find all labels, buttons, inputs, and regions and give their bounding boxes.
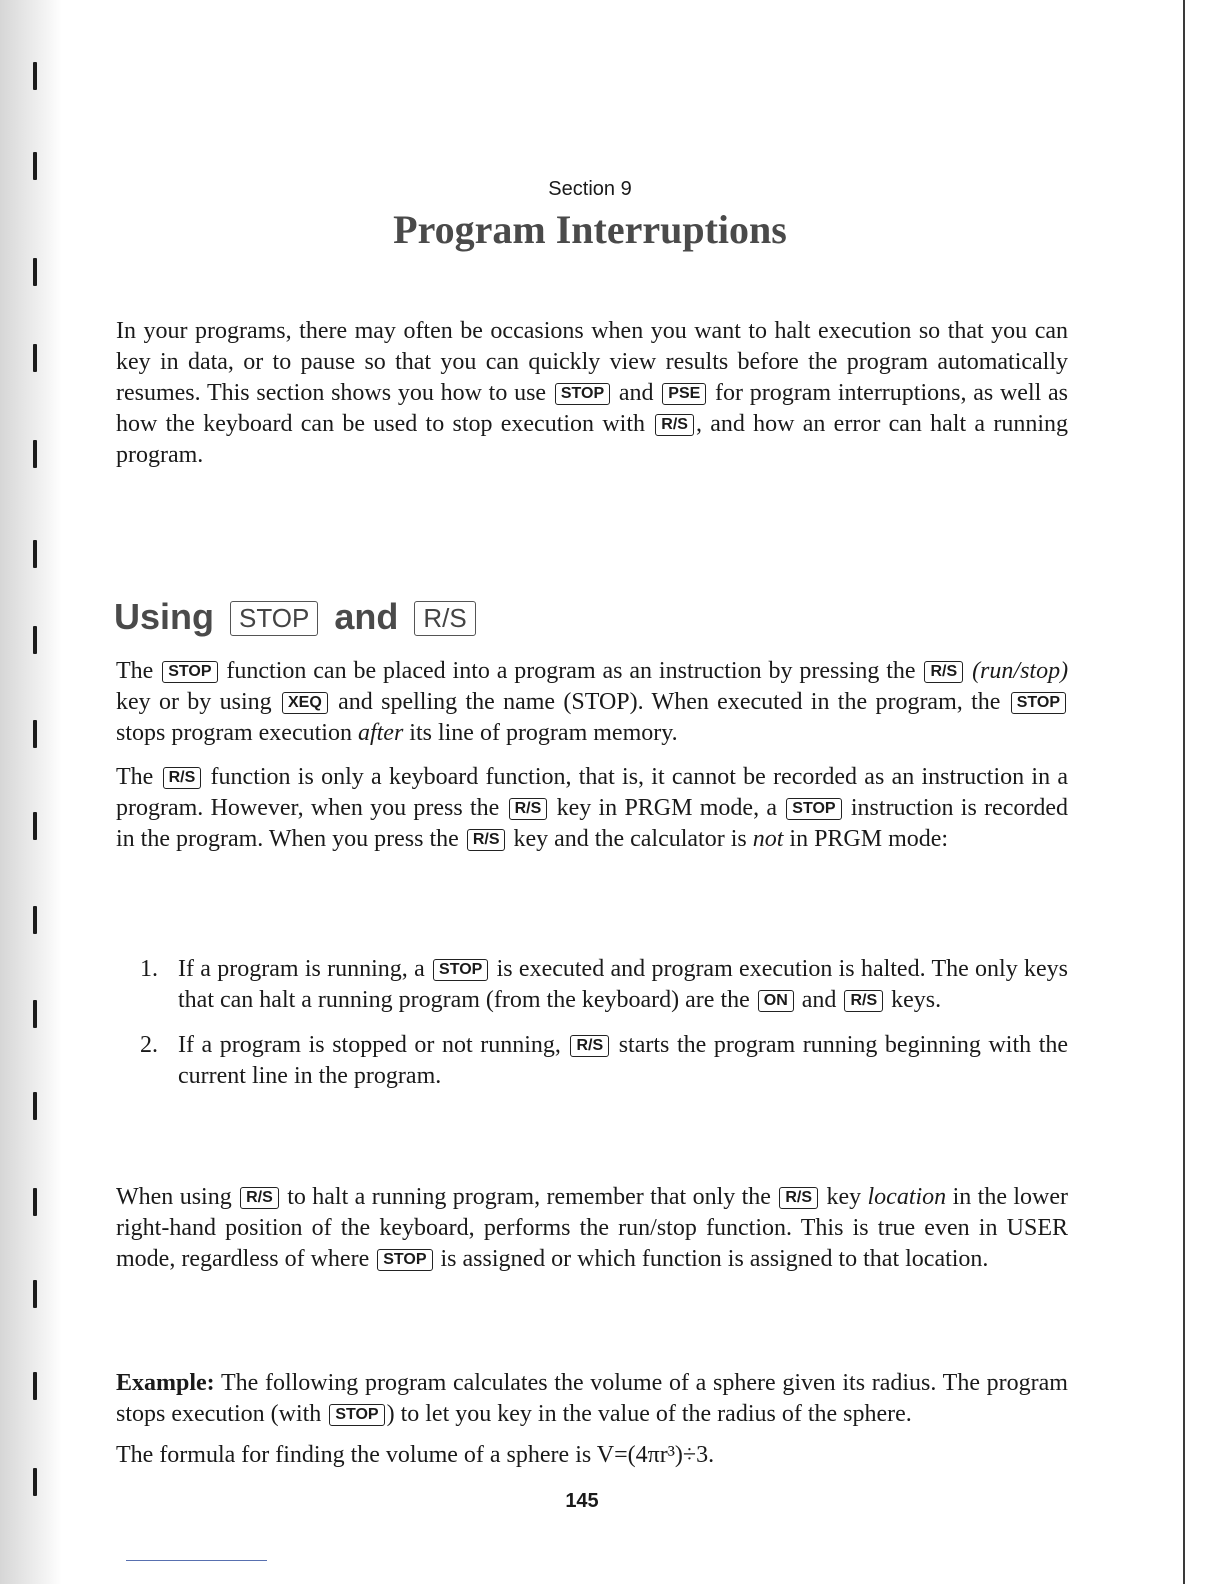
list-number: 2. bbox=[140, 1032, 158, 1058]
binding-hole bbox=[33, 1000, 37, 1028]
stop-key: STOP bbox=[555, 383, 610, 405]
stop-function-paragraph: The STOP function can be placed into a program as an instruction by pressing the R/S (run/stop) key or by using XEQ and spelling the name (STOP). When executed in the program, the STOP stops program execution after its line of program memory. bbox=[116, 658, 1069, 746]
formula-paragraph: The formula for finding the volume of a sphere is V=(4πr³)÷3. bbox=[116, 1442, 715, 1468]
binding-hole bbox=[33, 344, 37, 372]
binding-hole bbox=[33, 440, 37, 468]
page-title: Program Interruptions bbox=[393, 207, 787, 252]
binding-hole bbox=[33, 152, 37, 180]
binding-hole bbox=[33, 1092, 37, 1120]
rs-key: R/S bbox=[844, 990, 883, 1012]
example-label: Example: bbox=[116, 1370, 215, 1396]
numbered-list bbox=[140, 954, 1068, 1092]
page-edge bbox=[1183, 0, 1185, 1584]
binding-hole bbox=[33, 540, 37, 568]
rs-function-paragraph: The R/S function is only a keyboard function, that is, it cannot be recorded as an instruction in a program. However, when you press the R/S key in PRGM mode, a STOP instruction is recorded in the program. When you press the R/S key and the calculator is not in PRGM mode: bbox=[116, 764, 1069, 852]
stop-key: STOP bbox=[230, 601, 318, 636]
list-item: 1. If a program is running, a STOP is executed and program execution is halted. The only keys that can halt a running program (from the keyboard) are the ON and R/S keys. bbox=[140, 956, 1069, 1013]
stop-key: STOP bbox=[786, 798, 841, 820]
page-number: 145 bbox=[565, 1490, 599, 1512]
pse-key: PSE bbox=[662, 383, 706, 405]
list-number: 1. bbox=[140, 956, 158, 982]
xeq-key: XEQ bbox=[282, 692, 328, 714]
example-paragraph: Example: The following program calculates the volume of a sphere given its radius. The program stops execution (with STOP ) to let you key in the value of the radius of the sphere. bbox=[116, 1370, 1068, 1427]
rs-key: R/S bbox=[509, 798, 548, 820]
rs-key: R/S bbox=[414, 601, 475, 636]
rs-key: R/S bbox=[655, 414, 694, 436]
stop-key: STOP bbox=[329, 1404, 384, 1426]
binding-hole bbox=[33, 62, 37, 90]
section-label: Section 9 bbox=[548, 178, 632, 200]
intro-paragraph: In your programs, there may often be occasions when you want to halt execution so that you can key in data, or to pause so that you can quickly view results before the program automatically resumes. This section shows you how to use STOP and PSE for program interruptions, as well as how the keyboard can be used to stop execution with R/S , and how an error can halt a running program. bbox=[116, 318, 1069, 468]
stop-key: STOP bbox=[433, 959, 488, 981]
binding-hole bbox=[33, 1280, 37, 1308]
subsection-heading: Using STOP and R/S bbox=[114, 596, 482, 638]
rs-key: R/S bbox=[570, 1035, 609, 1057]
binding-hole bbox=[33, 1188, 37, 1216]
binding-hole bbox=[33, 1372, 37, 1400]
rs-key: R/S bbox=[779, 1187, 818, 1209]
stop-key: STOP bbox=[1011, 692, 1066, 714]
rs-key: R/S bbox=[467, 829, 506, 851]
rs-key: R/S bbox=[924, 661, 963, 683]
stop-key: STOP bbox=[377, 1249, 432, 1271]
binding-hole bbox=[33, 906, 37, 934]
list-item: 2. If a program is stopped or not running, R/S starts the program running beginning with the current line in the program. bbox=[140, 1032, 1069, 1089]
binding-hole bbox=[33, 812, 37, 840]
footer-rule bbox=[126, 1560, 267, 1561]
rs-location-paragraph: When using R/S to halt a running program, remember that only the R/S key location in the lower right-hand position of the keyboard, performs the run/stop function. This is true even in USER mode, regardless of where STOP is assigned or which function is assigned to that location. bbox=[116, 1184, 1069, 1272]
stop-key: STOP bbox=[162, 661, 217, 683]
binding-hole bbox=[33, 626, 37, 654]
binding-hole bbox=[33, 720, 37, 748]
rs-key: R/S bbox=[240, 1187, 279, 1209]
binding-hole bbox=[33, 258, 37, 286]
rs-key: R/S bbox=[163, 767, 202, 789]
on-key: ON bbox=[758, 990, 794, 1012]
